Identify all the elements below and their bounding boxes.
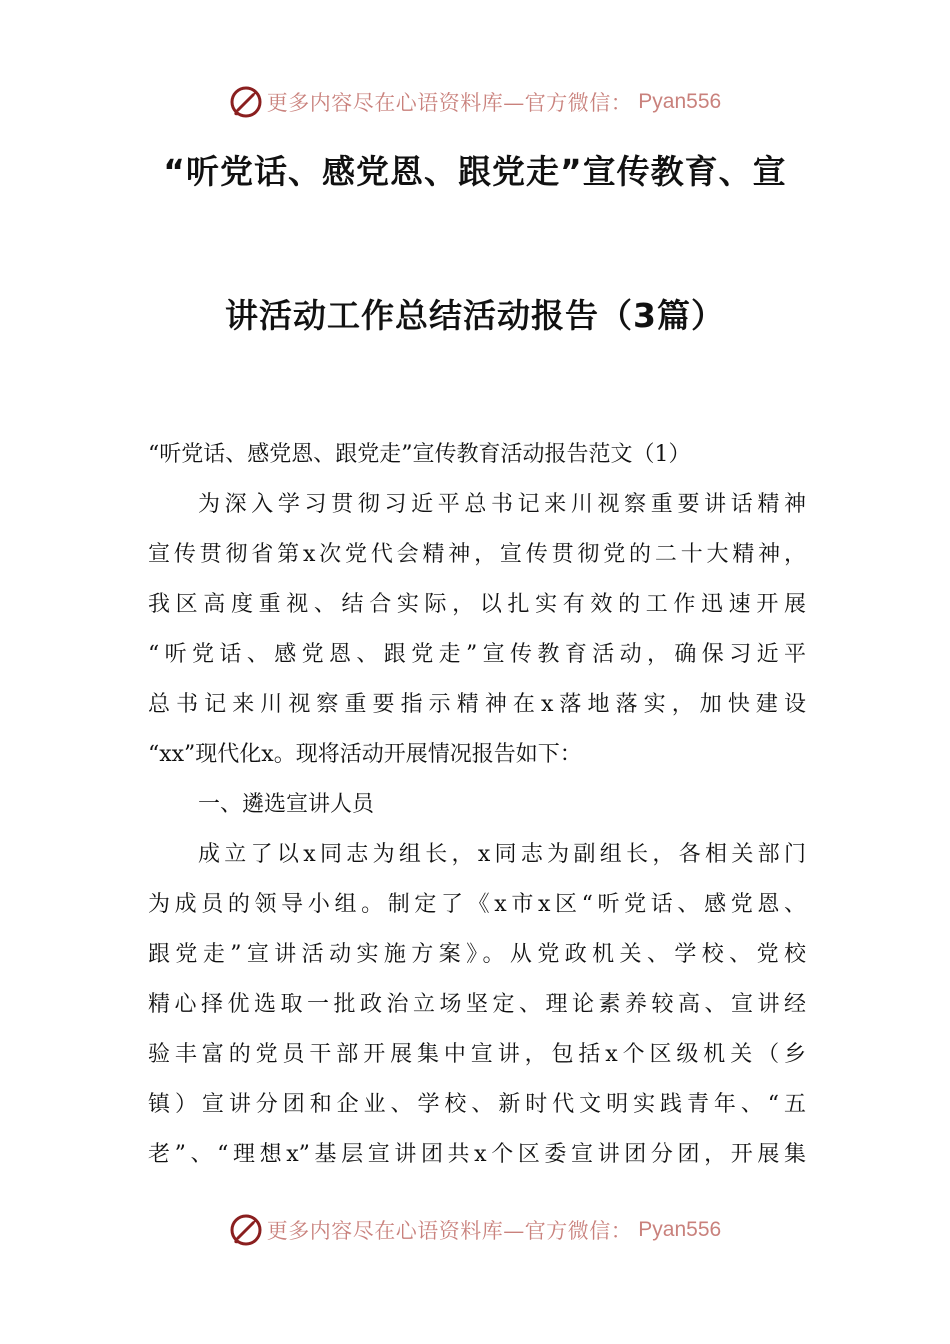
body-line: 总书记来川视察重要指示精神在x落地落实，加快建设: [148, 692, 806, 717]
watermark-text: 更多内容尽在心语资料库—官方微信：: [266, 91, 633, 115]
section-heading: “听党话、感党恩、跟党走”宣传教育活动报告范文（1）: [148, 442, 691, 467]
body-line: “xx”现代化x。现将活动开展情况报告如下：: [148, 742, 582, 767]
footer-watermark: [0, 1210, 950, 1250]
watermark-text: 更多内容尽在心语资料库—官方微信：: [266, 1219, 633, 1243]
body-line: 跟党走”宣讲活动实施方案》。从党政机关、学校、党校: [148, 942, 806, 967]
pen-logo-icon: [229, 1213, 263, 1247]
header-watermark: [0, 82, 950, 122]
watermark-wechat-id: Pyan556: [638, 90, 722, 113]
document-title-line-2: 讲活动工作总结活动报告（3篇）: [225, 296, 725, 335]
document-body: [148, 430, 806, 1180]
watermark-wechat-id: Pyan556: [638, 1218, 722, 1241]
body-line: “听党话、感党恩、跟党走”宣传教育活动，确保习近平: [148, 642, 806, 667]
body-line: 验丰富的党员干部开展集中宣讲，包括x个区级机关（乡: [148, 1042, 806, 1067]
body-line: 镇）宣讲分团和企业、学校、新时代文明实践青年、“五: [148, 1092, 806, 1117]
document-title-line-1: “听党话、感党恩、跟党走”宣传教育、宣: [163, 152, 787, 191]
body-line: 精心择优选取一批政治立场坚定、理论素养较高、宣讲经: [148, 992, 806, 1017]
body-line: 成立了以x同志为组长，x同志为副组长，各相关部门: [198, 842, 806, 867]
body-line: 老”、“理想x”基层宣讲团共x个区委宣讲团分团，开展集: [148, 1142, 806, 1167]
subsection-heading: 一、遴选宣讲人员: [198, 792, 375, 817]
pen-logo-icon: [229, 85, 263, 119]
body-line: 宣传贯彻省第x次党代会精神，宣传贯彻党的二十大精神，: [148, 542, 806, 567]
body-line: 为成员的领导小组。制定了《x市x区“听党话、感党恩、: [148, 892, 806, 917]
body-line: 我区高度重视、结合实际，以扎实有效的工作迅速开展: [148, 592, 806, 617]
body-line: 为深入学习贯彻习近平总书记来川视察重要讲话精神: [198, 492, 806, 517]
